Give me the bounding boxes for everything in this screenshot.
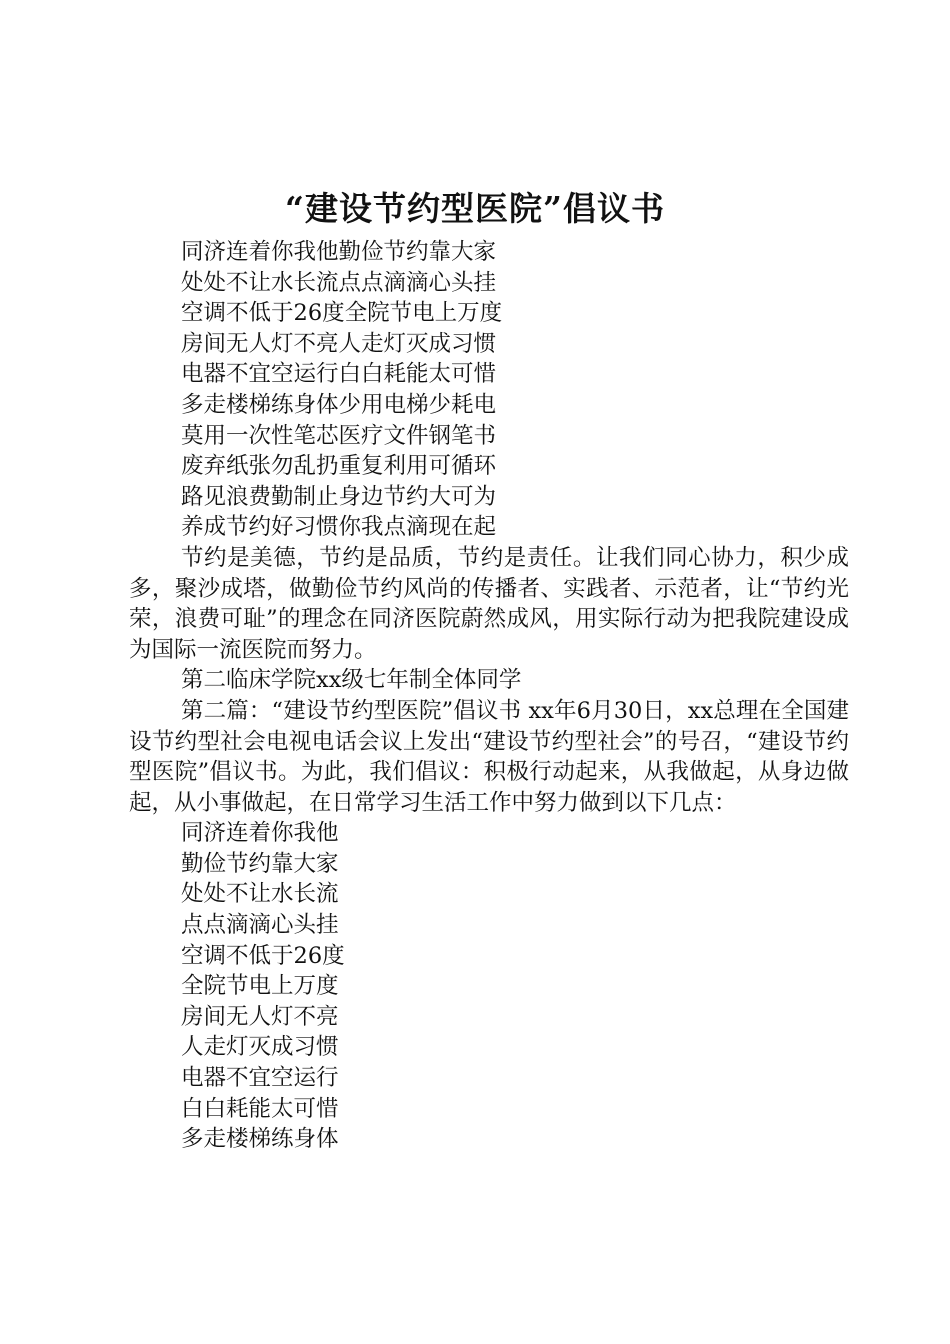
poem-line: 多走楼梯练身体少用电梯少耗电 [181, 391, 497, 418]
poem-line: 养成节约好习惯你我点滴现在起 [181, 514, 497, 541]
signature: 第二临床学院xx级七年制全体同学 [181, 667, 522, 694]
poem-line: 电器不宜空运行 [181, 1065, 339, 1092]
poem-line: 多走楼梯练身体 [181, 1126, 339, 1153]
poem-line: 全院节电上万度 [181, 973, 339, 1000]
paragraph-1: 节约是美德，节约是品质，节约是责任。让我们同心协力，积少成多，聚沙成塔，做勤俭节约风尚的传播者、实践者、示范者，让“节约光荣，浪费可耻”的理念在同济医院蔚然成风，用实际行动为把我院建设成为国际一流医院而努力。 [129, 544, 849, 663]
poem-line: 房间无人灯不亮人走灯灭成习惯 [181, 330, 497, 357]
poem-line: 人走灯灭成习惯 [181, 1034, 339, 1061]
poem-line: 勤俭节约靠大家 [181, 850, 339, 877]
poem-line: 点点滴滴心头挂 [181, 912, 339, 939]
poem-line: 同济连着你我他 [181, 820, 339, 847]
poem-line: 房间无人灯不亮 [181, 1003, 339, 1030]
document-title: “建设节约型医院”倡议书 [285, 189, 665, 228]
poem-line: 空调不低于26度 [181, 942, 345, 969]
document-body [129, 237, 849, 1155]
paragraph-2: 第二篇：“建设节约型医院”倡议书 xx年6月30日，xx总理在全国建设节约型社会电视电话会议上发出“建设节约型社会”的号召，“建设节约型医院”倡议书。为此，我们倡议：积极行动起来，从我做起，从身边做起，从小事做起，在日常学习生活工作中努力做到以下几点： [129, 697, 849, 816]
poem-line: 废弃纸张勿乱扔重复利用可循环 [181, 453, 497, 480]
poem-line: 处处不让水长流点点滴滴心头挂 [181, 269, 497, 296]
poem-line: 空调不低于26度全院节电上万度 [181, 300, 503, 327]
poem-line: 白白耗能太可惜 [181, 1095, 339, 1122]
poem-line: 电器不宜空运行白白耗能太可惜 [181, 361, 497, 388]
poem-line: 莫用一次性笔芯医疗文件钢笔书 [181, 422, 497, 449]
poem-line: 路见浪费勤制止身边节约大可为 [181, 483, 497, 510]
poem-block-2 [129, 818, 849, 1155]
poem-block-1 [129, 237, 849, 543]
poem-line: 处处不让水长流 [181, 881, 339, 908]
poem-line: 同济连着你我他勤俭节约靠大家 [181, 239, 497, 265]
